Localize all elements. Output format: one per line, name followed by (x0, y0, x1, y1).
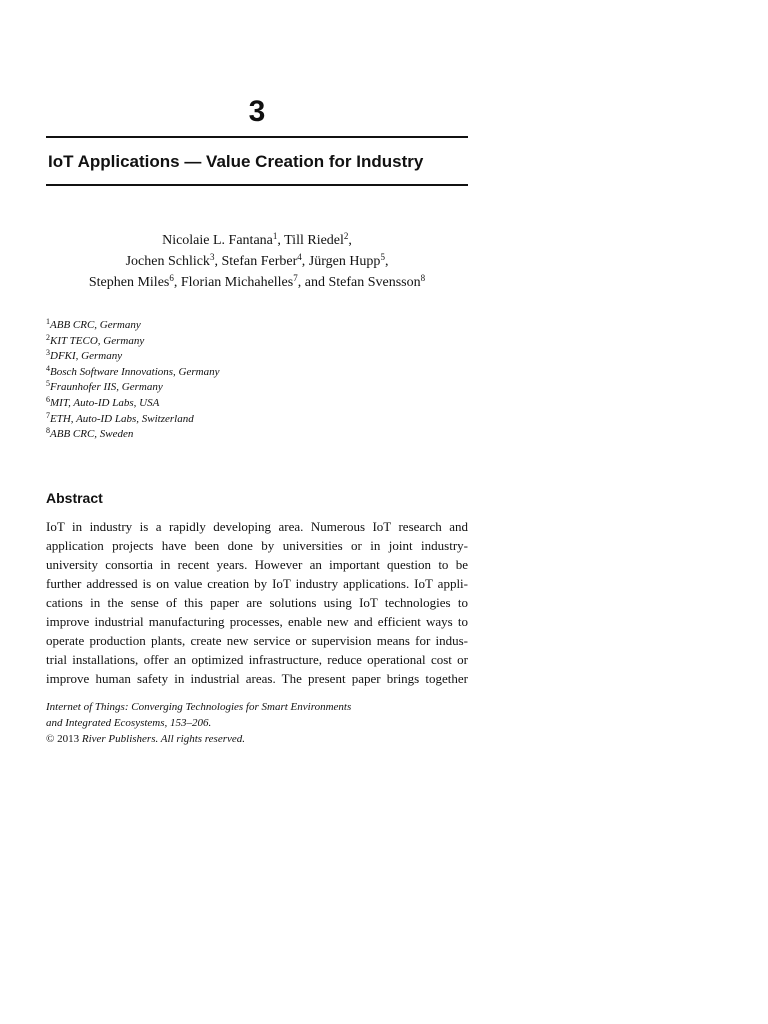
affiliation-number: 4 (46, 363, 50, 373)
author-separator: , (301, 254, 309, 269)
affiliation-text: ETH, Auto-ID Labs, Switzerland (50, 412, 194, 425)
affiliation-text: ABB CRC, Germany (50, 319, 141, 331)
author-separator: , (277, 233, 285, 248)
footnote-pages: and Integrated Ecosystems, 153–206. (46, 717, 212, 729)
affiliation-text: ABB CRC, Sweden (50, 428, 134, 441)
affiliation-text: DFKI, Germany (50, 350, 123, 363)
author-separator: , (348, 233, 352, 248)
author-affiliation-mark: 1 (272, 231, 278, 241)
affiliation-item (46, 349, 468, 365)
chapter-title: IoT Applications — Value Creation for Industry (48, 152, 424, 171)
author-affiliation-mark: 5 (380, 252, 385, 262)
abstract-body (46, 517, 468, 688)
abstract-line: application projects have been done by universities or in joint industry- (46, 538, 468, 553)
author-name: Jochen Schlick (125, 254, 210, 269)
affiliation-text: Fraunhofer IIS, Germany (50, 381, 163, 394)
affiliation-item (46, 427, 468, 443)
author-name: Stefan Ferber (221, 254, 298, 269)
author-name: Florian Michahelles (180, 275, 294, 290)
affiliation-item (46, 412, 468, 428)
title-rule-top (46, 136, 468, 138)
author-affiliation-mark: 7 (293, 273, 298, 283)
affiliation-number: 5 (46, 379, 50, 389)
author-line (46, 251, 468, 272)
affiliation-number: 1 (46, 317, 50, 326)
author-line (46, 272, 468, 293)
affiliation-text: Bosch Software Innovations, Germany (50, 365, 220, 378)
affiliation-number: 2 (46, 332, 50, 342)
title-rule-bottom (46, 184, 468, 186)
affiliation-item (46, 365, 468, 381)
author-name: Nicolaie L. Fantana (162, 233, 273, 248)
author-affiliation-mark: 3 (209, 252, 215, 262)
author-list (46, 230, 468, 293)
affiliation-list (46, 318, 468, 443)
copyright-year: © 2013 (46, 733, 80, 745)
affiliation-item (46, 396, 468, 412)
footnote-copyright (46, 731, 468, 747)
abstract-line: cations in the sense of this paper are solutions using IoT technologies to (46, 595, 468, 610)
author-name: Stephen Miles (88, 275, 170, 290)
author-separator: , and (297, 275, 329, 290)
author-affiliation-mark: 4 (297, 252, 302, 262)
abstract-line: operate production plants, create new service or supervision means for indus- (46, 633, 468, 648)
abstract-line: improve industrial manufacturing processes, enable new and efficient ways to (46, 614, 468, 629)
publication-footnote (46, 699, 468, 747)
affiliation-item (46, 334, 468, 350)
affiliation-number: 6 (46, 394, 50, 404)
author-affiliation-mark: 8 (420, 273, 426, 283)
affiliation-number: 7 (46, 410, 50, 420)
affiliation-text: KIT TECO, Germany (50, 334, 145, 347)
author-line (46, 230, 468, 251)
author-affiliation-mark: 2 (343, 231, 349, 241)
abstract-line: improve human safety in industrial areas. The present paper brings together (46, 671, 468, 686)
author-separator: , (173, 275, 181, 290)
abstract-line: trial installations, offer an optimized infrastructure, reduce operational cost or (46, 652, 468, 667)
abstract-line: IoT in industry is a rapidly developing area. Numerous IoT research and (46, 519, 468, 534)
author-name: Stefan Svensson (328, 275, 421, 290)
affiliation-number: 3 (46, 348, 50, 358)
author-affiliation-mark: 6 (169, 273, 174, 283)
author-separator: , (384, 254, 389, 269)
footnote-book-title: Internet of Things: Converging Technologies for Smart Environments (46, 701, 352, 713)
author-name: Till Riedel (284, 233, 344, 248)
chapter-number: 3 (248, 95, 266, 128)
abstract-line: further addressed is on value creation by IoT industry applications. IoT appli- (46, 576, 468, 591)
affiliation-item (46, 318, 468, 334)
abstract-line: university consortia in recent years. However an important question to be (46, 557, 468, 572)
affiliation-number: 8 (46, 426, 50, 436)
affiliation-item (46, 380, 468, 396)
abstract-heading: Abstract (46, 490, 103, 506)
author-separator: , (214, 254, 222, 269)
copyright-holder: River Publishers. All rights reserved. (79, 733, 246, 745)
affiliation-text: MIT, Auto-ID Labs, USA (50, 396, 160, 409)
author-name: Jürgen Hupp (308, 254, 381, 269)
